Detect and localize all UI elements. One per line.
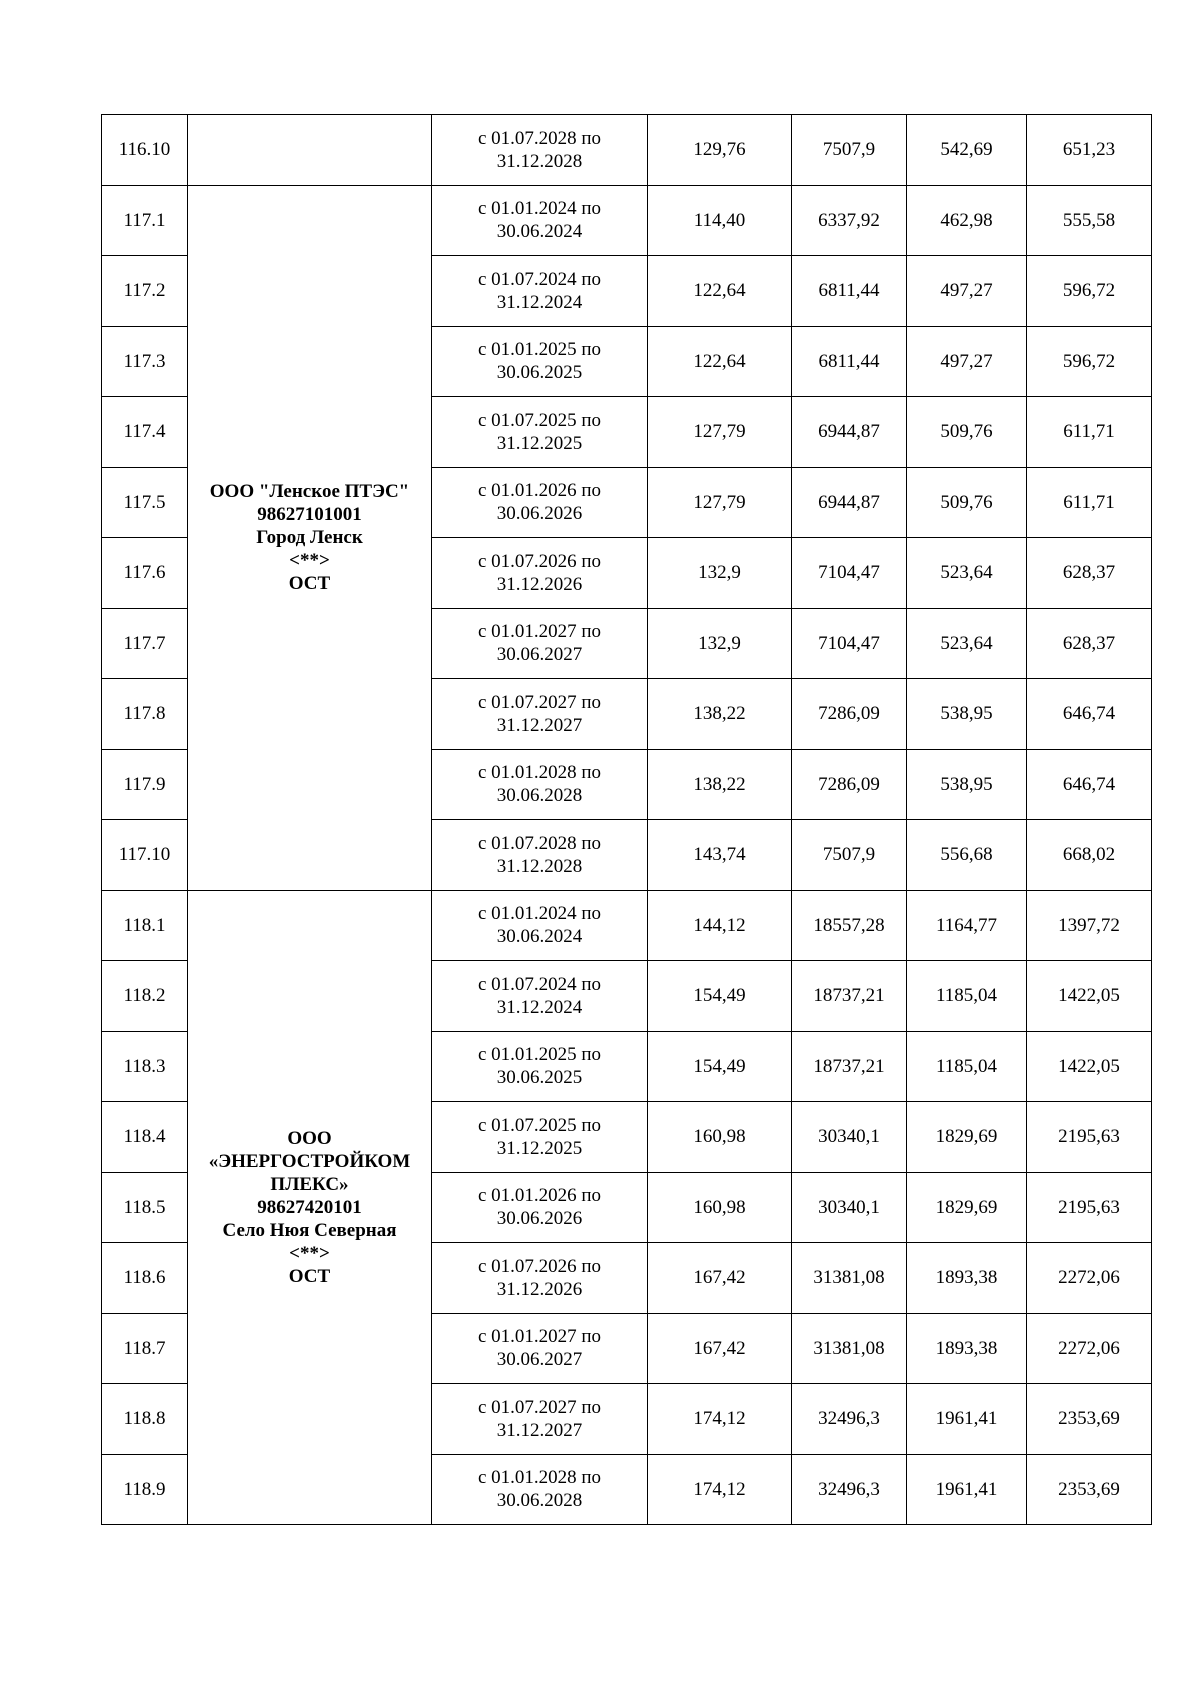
value-cell-3: 1185,04 [907,1031,1027,1102]
period-start: с 01.07.2027 по [477,1396,602,1418]
period-start: с 01.07.2027 по [477,691,602,713]
value-cell-1: 114,40 [648,185,792,256]
value-cell-2: 7286,09 [792,749,907,820]
tariff-table [101,114,1152,1525]
value-cell-2: 6337,92 [792,185,907,256]
period-end: 31.12.2024 [496,996,583,1018]
period-end: 30.06.2025 [496,362,583,384]
period-end: 31.12.2025 [496,432,583,454]
value-cell-3: 1829,69 [907,1172,1027,1243]
period-cell [432,608,648,679]
value-cell-3: 1829,69 [907,1102,1027,1173]
org-type: ОСТ [288,1265,331,1287]
period-cell [432,326,648,397]
table-row [102,890,1152,961]
period-cell [432,467,648,538]
value-cell-4: 2195,63 [1027,1172,1152,1243]
row-number: 118.2 [102,961,188,1032]
organization-cell-empty [188,115,432,186]
row-number: 118.4 [102,1102,188,1173]
value-cell-2: 6811,44 [792,326,907,397]
value-cell-1: 160,98 [648,1172,792,1243]
period-end: 31.12.2025 [496,1137,583,1159]
row-number: 117.8 [102,679,188,750]
value-cell-2: 6944,87 [792,467,907,538]
value-cell-1: 138,22 [648,749,792,820]
value-cell-2: 18737,21 [792,961,907,1032]
org-code: 98627101001 [257,504,362,525]
period-cell [432,1384,648,1455]
value-cell-3: 1893,38 [907,1243,1027,1314]
value-cell-2: 32496,3 [792,1384,907,1455]
row-number: 118.8 [102,1384,188,1455]
period-cell [432,1243,648,1314]
value-cell-1: 144,12 [648,890,792,961]
table-row [102,115,1152,186]
row-number: 117.10 [102,820,188,891]
period-end: 31.12.2024 [496,291,583,313]
value-cell-2: 7507,9 [792,115,907,186]
value-cell-1: 160,98 [648,1102,792,1173]
value-cell-3: 497,27 [907,256,1027,327]
period-start: с 01.07.2025 по [477,1114,602,1136]
org-code: 98627420101 [257,1196,362,1218]
value-cell-2: 7507,9 [792,820,907,891]
period-start: с 01.07.2024 по [477,268,602,290]
period-cell [432,1454,648,1525]
value-cell-3: 497,27 [907,326,1027,397]
value-cell-1: 127,79 [648,467,792,538]
period-cell [432,679,648,750]
value-cell-4: 2195,63 [1027,1102,1152,1173]
period-cell [432,397,648,468]
period-end: 30.06.2024 [496,221,583,243]
value-cell-3: 1893,38 [907,1313,1027,1384]
value-cell-1: 174,12 [648,1454,792,1525]
row-number: 117.7 [102,608,188,679]
period-cell [432,256,648,327]
value-cell-1: 122,64 [648,326,792,397]
value-cell-1: 154,49 [648,961,792,1032]
org-name-part2: ПЛЕКС» [270,1173,349,1195]
period-start: с 01.01.2025 по [477,339,602,361]
value-cell-1: 122,64 [648,256,792,327]
row-number: 118.6 [102,1243,188,1314]
table-row [102,185,1152,256]
value-cell-4: 1422,05 [1027,961,1152,1032]
value-cell-4: 668,02 [1027,820,1152,891]
org-footnote-mark: <**> [289,1242,330,1264]
value-cell-4: 651,23 [1027,115,1152,186]
period-cell [432,1172,648,1243]
value-cell-4: 2272,06 [1027,1243,1152,1314]
value-cell-4: 596,72 [1027,256,1152,327]
value-cell-3: 509,76 [907,397,1027,468]
row-number: 117.1 [102,185,188,256]
period-cell [432,115,648,186]
period-start: с 01.01.2026 по [477,480,602,502]
value-cell-3: 1961,41 [907,1454,1027,1525]
value-cell-4: 1422,05 [1027,1031,1152,1102]
period-start: с 01.01.2024 по [477,198,602,220]
value-cell-1: 138,22 [648,679,792,750]
org-name-part1: «ЭНЕРГОСТРОЙКОМ [208,1150,411,1172]
value-cell-4: 596,72 [1027,326,1152,397]
value-cell-3: 538,95 [907,679,1027,750]
value-cell-3: 523,64 [907,608,1027,679]
period-start: с 01.07.2028 по [477,127,602,149]
period-end: 31.12.2026 [496,1278,583,1300]
value-cell-3: 523,64 [907,538,1027,609]
org-locality: Город Ленск [256,527,363,548]
value-cell-1: 132,9 [648,538,792,609]
value-cell-1: 129,76 [648,115,792,186]
row-number: 117.5 [102,467,188,538]
row-number: 118.5 [102,1172,188,1243]
value-cell-2: 30340,1 [792,1102,907,1173]
value-cell-1: 167,42 [648,1313,792,1384]
row-number: 117.3 [102,326,188,397]
row-number: 117.9 [102,749,188,820]
value-cell-4: 2353,69 [1027,1454,1152,1525]
period-end: 30.06.2026 [496,1208,583,1230]
org-footnote-mark: <**> [289,550,330,571]
row-number: 117.6 [102,538,188,609]
value-cell-1: 174,12 [648,1384,792,1455]
period-end: 31.12.2028 [496,150,583,172]
period-end: 31.12.2027 [496,1419,583,1441]
period-end: 30.06.2028 [496,1490,583,1512]
value-cell-4: 628,37 [1027,608,1152,679]
period-cell [432,961,648,1032]
organization-cell-nyuya [188,890,432,1525]
value-cell-1: 143,74 [648,820,792,891]
value-cell-1: 167,42 [648,1243,792,1314]
value-cell-3: 556,68 [907,820,1027,891]
period-cell [432,820,648,891]
period-start: с 01.01.2026 по [477,1185,602,1207]
period-start: с 01.07.2026 по [477,1255,602,1277]
value-cell-2: 6944,87 [792,397,907,468]
period-end: 30.06.2027 [496,644,583,666]
org-type: ОСТ [288,573,331,594]
value-cell-4: 555,58 [1027,185,1152,256]
period-end: 30.06.2025 [496,1067,583,1089]
period-cell [432,1102,648,1173]
value-cell-2: 18557,28 [792,890,907,961]
row-number: 118.7 [102,1313,188,1384]
value-cell-4: 646,74 [1027,679,1152,750]
row-number: 118.3 [102,1031,188,1102]
value-cell-2: 18737,21 [792,1031,907,1102]
value-cell-4: 2272,06 [1027,1313,1152,1384]
org-name: ООО "Ленское ПТЭС" [209,481,410,502]
value-cell-4: 611,71 [1027,397,1152,468]
value-cell-4: 1397,72 [1027,890,1152,961]
period-start: с 01.07.2024 по [477,973,602,995]
period-end: 31.12.2027 [496,714,583,736]
value-cell-2: 6811,44 [792,256,907,327]
value-cell-4: 2353,69 [1027,1384,1152,1455]
value-cell-2: 31381,08 [792,1243,907,1314]
value-cell-1: 132,9 [648,608,792,679]
value-cell-2: 32496,3 [792,1454,907,1525]
row-number: 116.10 [102,115,188,186]
row-number: 117.4 [102,397,188,468]
period-start: с 01.01.2027 по [477,621,602,643]
value-cell-3: 462,98 [907,185,1027,256]
value-cell-3: 542,69 [907,115,1027,186]
period-end: 30.06.2027 [496,1349,583,1371]
period-start: с 01.07.2025 по [477,409,602,431]
period-start: с 01.07.2026 по [477,550,602,572]
period-cell [432,890,648,961]
period-start: с 01.01.2028 по [477,762,602,784]
value-cell-4: 646,74 [1027,749,1152,820]
period-end: 30.06.2024 [496,926,583,948]
period-cell [432,1313,648,1384]
row-number: 117.2 [102,256,188,327]
value-cell-3: 1185,04 [907,961,1027,1032]
value-cell-3: 1961,41 [907,1384,1027,1455]
period-cell [432,1031,648,1102]
period-end: 30.06.2026 [496,503,583,525]
period-start: с 01.01.2025 по [477,1044,602,1066]
value-cell-1: 154,49 [648,1031,792,1102]
value-cell-3: 509,76 [907,467,1027,538]
value-cell-2: 31381,08 [792,1313,907,1384]
value-cell-2: 7104,47 [792,538,907,609]
period-end: 31.12.2026 [496,573,583,595]
period-cell [432,185,648,256]
period-end: 31.12.2028 [496,855,583,877]
period-end: 30.06.2028 [496,785,583,807]
org-locality: Село Нюя Северная [222,1219,397,1241]
period-cell [432,538,648,609]
period-cell [432,749,648,820]
value-cell-2: 7104,47 [792,608,907,679]
period-start: с 01.01.2027 по [477,1326,602,1348]
value-cell-3: 1164,77 [907,890,1027,961]
organization-cell-lensk [188,185,432,890]
period-start: с 01.01.2024 по [477,903,602,925]
period-start: с 01.01.2028 по [477,1467,602,1489]
value-cell-2: 30340,1 [792,1172,907,1243]
value-cell-1: 127,79 [648,397,792,468]
value-cell-3: 538,95 [907,749,1027,820]
value-cell-4: 611,71 [1027,467,1152,538]
row-number: 118.9 [102,1454,188,1525]
value-cell-2: 7286,09 [792,679,907,750]
row-number: 118.1 [102,890,188,961]
value-cell-4: 628,37 [1027,538,1152,609]
org-form: ООО [287,1127,332,1149]
period-start: с 01.07.2028 по [477,832,602,854]
